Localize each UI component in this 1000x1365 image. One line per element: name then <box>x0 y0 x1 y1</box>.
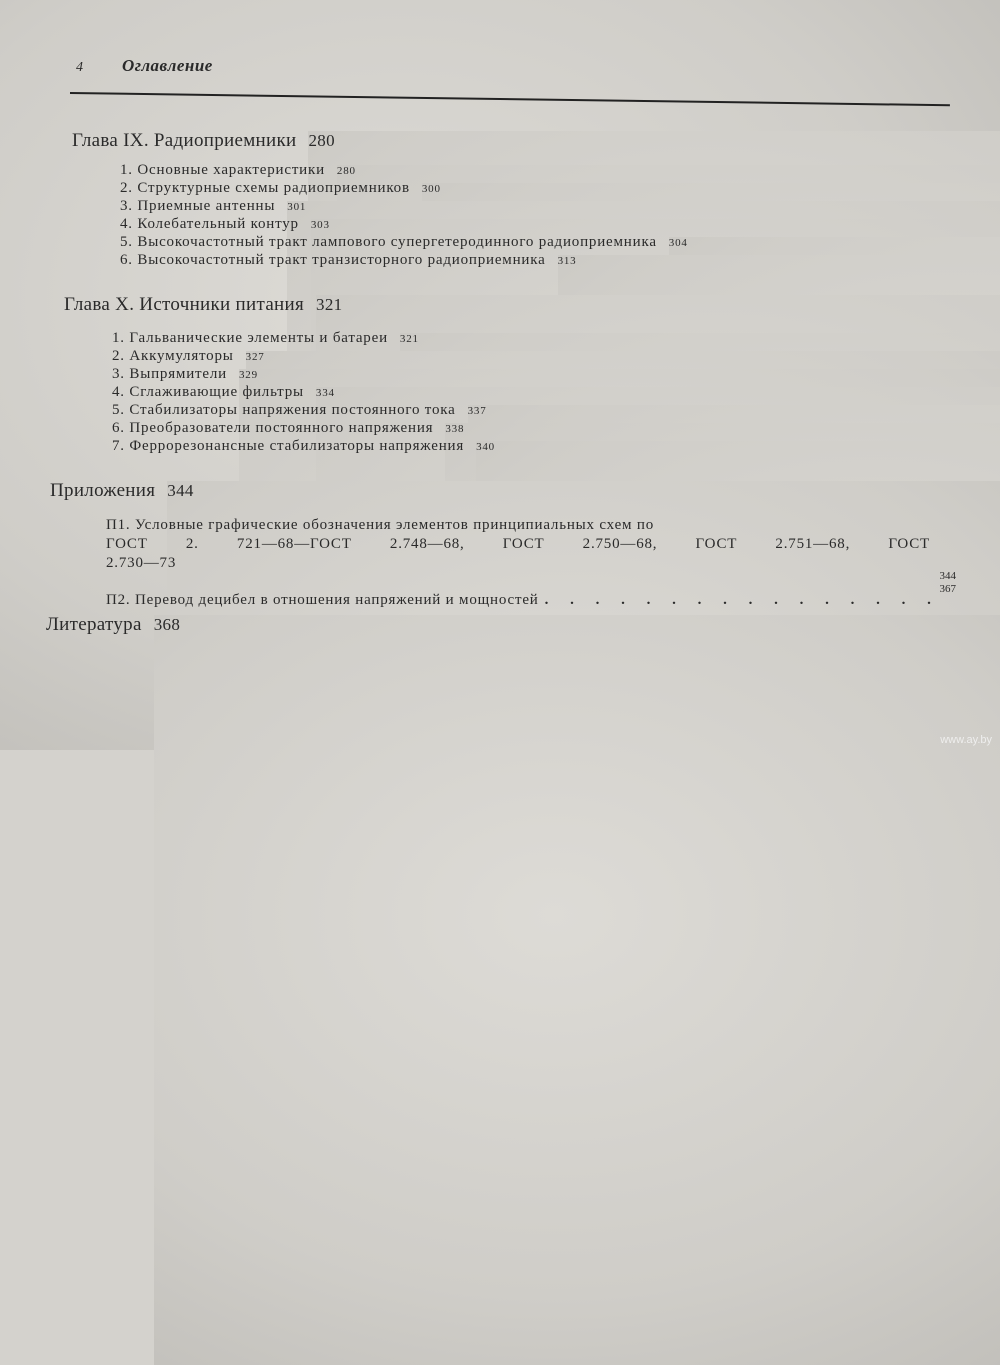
appendix-p1-line: П1. Условные графические обозначения элементов принципиальных схем по <box>106 517 655 533</box>
watermark: www.ay.by <box>940 734 992 746</box>
page-ref: 344 <box>939 570 956 582</box>
section-title: 6. Высокочастотный тракт транзисторного радиоприемника <box>120 252 546 268</box>
appendix-item-p1[interactable] <box>106 516 930 573</box>
section-title: 6. Преобразователи постоянного напряжения <box>112 420 434 436</box>
section-title: 3. Приемные антенны <box>120 198 276 214</box>
page-header <box>70 56 950 96</box>
page-ref: 313 <box>558 255 1000 1005</box>
page-ref: 340 <box>476 441 1000 1191</box>
running-title: Оглавление <box>122 56 213 75</box>
chapter-title: Глава IX. Радиоприемники <box>72 130 297 151</box>
page-ref: 338 <box>445 423 1000 1173</box>
chapter-title: Глава X. Источники питания <box>64 294 305 315</box>
page-ref: 280 <box>308 131 1000 881</box>
section-title: 5. Высокочастотный тракт лампового супергетеродинного радиоприемника <box>120 234 657 250</box>
page-ref: 303 <box>311 219 1000 969</box>
page-ref: 367 <box>939 583 956 595</box>
page-ref: 327 <box>246 351 1000 1101</box>
appendix-p2-title: П2. Перевод децибел в отношения напряжений и мощностей <box>106 592 539 608</box>
section-title: 4. Колебательный контур <box>120 216 299 232</box>
literature-entry[interactable] <box>46 614 958 1365</box>
page-ref: 304 <box>669 237 1000 987</box>
page-ref: 280 <box>337 165 1000 915</box>
section-title: 2. Аккумуляторы <box>112 348 234 364</box>
appendix-page-refs <box>930 570 956 596</box>
page-ref: 321 <box>316 295 1000 1045</box>
appendix-p1-line: ГОСТ 2. 721—68—ГОСТ 2.748—68, ГОСТ 2.750—68, ГОСТ 2.751—68, ГОСТ <box>106 536 930 552</box>
section-title: 3. Выпрямители <box>112 366 227 382</box>
appendix-title: Приложения <box>50 480 156 501</box>
literature-title: Литература <box>46 614 142 635</box>
section-title: 1. Гальванические элементы и батареи <box>112 330 388 346</box>
section-title: 4. Сглаживающие фильтры <box>112 384 304 400</box>
page-number: 4 <box>76 60 83 75</box>
section-title: 7. Феррорезонансные стабилизаторы напряжения <box>112 438 465 454</box>
page-ref: 334 <box>316 387 1000 1137</box>
appendix-item-p2[interactable] <box>106 592 956 609</box>
page-ref: 368 <box>154 615 1000 1365</box>
page-ref: 301 <box>287 201 1000 951</box>
page-ref: 300 <box>422 183 1000 933</box>
leader-dots <box>545 592 950 609</box>
page-ref: 337 <box>468 405 1000 1155</box>
section-title: 1. Основные характеристики <box>120 162 325 178</box>
section-title: 2. Структурные схемы радиоприемников <box>120 180 410 196</box>
header-rule <box>70 92 950 106</box>
page-ref: 344 <box>167 481 1000 1231</box>
appendix-p1-line: 2.730—73 <box>106 555 177 571</box>
page-ref: 329 <box>239 369 1000 1119</box>
section-title: 5. Стабилизаторы напряжения постоянного тока <box>112 402 456 418</box>
page-ref: 321 <box>400 333 1000 1083</box>
